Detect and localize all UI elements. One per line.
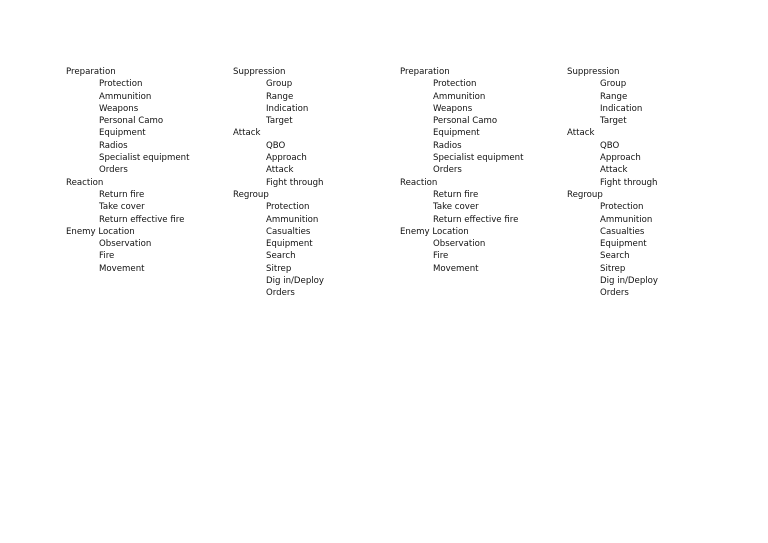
list-item: Ammunition (266, 214, 319, 225)
section-regroup (233, 189, 324, 300)
list-item: Radios (433, 140, 462, 151)
list-item: Orders (433, 165, 462, 176)
list-item: Orders (600, 288, 629, 299)
list-item: Weapons (99, 103, 139, 114)
section-heading: Preparation (400, 67, 450, 77)
list-item: Personal Camo (433, 116, 498, 127)
list-item: Casualties (600, 226, 645, 237)
list-item: Range (266, 91, 294, 102)
list-item: Protection (266, 202, 310, 213)
list-item: Attack (266, 165, 294, 176)
list-item: QBO (600, 140, 620, 151)
list-item: Sitrep (266, 263, 292, 274)
list-item: Casualties (266, 226, 311, 237)
list-item: Take cover (433, 202, 479, 213)
list-item: Dig in/Deploy (266, 276, 325, 287)
section-heading: Regroup (567, 189, 603, 200)
list-item: Indication (600, 103, 643, 114)
checklist-column-3 (400, 66, 523, 275)
list-item: Indication (266, 103, 309, 114)
section-attack (567, 127, 658, 188)
list-item: Personal Camo (99, 116, 164, 127)
list-item: Search (266, 251, 296, 262)
list-item: Group (600, 79, 627, 90)
list-item: Movement (99, 263, 145, 274)
list-item: Group (266, 79, 293, 90)
section-enemy-location (66, 226, 189, 275)
list-item: Equipment (99, 128, 146, 139)
list-item: Ammunition (433, 91, 486, 102)
section-preparation (400, 66, 523, 177)
checklist-column-2 (233, 66, 324, 300)
section-heading: Attack (233, 128, 261, 139)
list-item: Fight through (600, 177, 658, 188)
list-item: Return fire (99, 189, 145, 200)
list-item: Take cover (99, 202, 145, 213)
list-item: Specialist equipment (99, 153, 190, 164)
list-item: Protection (99, 79, 143, 90)
list-item: Ammunition (99, 91, 152, 102)
list-item: Return effective fire (99, 214, 185, 225)
list-item: Orders (266, 288, 295, 299)
list-item: Search (600, 251, 630, 262)
list-item: Fight through (266, 177, 324, 188)
list-item: Fire (433, 251, 449, 262)
section-heading: Enemy Location (66, 226, 135, 237)
section-regroup (567, 189, 658, 300)
list-item: QBO (266, 140, 286, 151)
list-item: Specialist equipment (433, 153, 524, 164)
section-suppression (567, 66, 658, 127)
list-item: Protection (433, 79, 477, 90)
section-enemy-location (400, 226, 523, 275)
list-item: Radios (99, 140, 128, 151)
list-item: Dig in/Deploy (600, 276, 659, 287)
list-item: Attack (600, 165, 628, 176)
list-item: Orders (99, 165, 128, 176)
list-item: Equipment (266, 239, 313, 250)
section-heading: Suppression (567, 67, 620, 77)
list-item: Ammunition (600, 214, 653, 225)
section-heading: Enemy Location (400, 226, 469, 237)
list-item: Range (600, 91, 628, 102)
section-heading: Regroup (233, 189, 269, 200)
section-heading: Preparation (66, 67, 116, 77)
section-preparation (66, 66, 189, 177)
checklist-column-4 (567, 66, 658, 300)
list-item: Movement (433, 263, 479, 274)
section-suppression (233, 66, 324, 127)
section-heading: Suppression (233, 67, 286, 77)
section-heading: Attack (567, 128, 595, 139)
list-item: Equipment (433, 128, 480, 139)
section-reaction (400, 177, 523, 226)
section-attack (233, 127, 324, 188)
list-item: Equipment (600, 239, 647, 250)
list-item: Observation (433, 239, 486, 250)
list-item: Approach (266, 153, 307, 164)
checklist-column-1 (66, 66, 189, 275)
list-item: Return effective fire (433, 214, 519, 225)
list-item: Target (600, 116, 627, 127)
section-reaction (66, 177, 189, 226)
list-item: Observation (99, 239, 152, 250)
list-item: Fire (99, 251, 115, 262)
list-item: Weapons (433, 103, 473, 114)
section-heading: Reaction (66, 177, 104, 188)
list-item: Sitrep (600, 263, 626, 274)
list-item: Target (266, 116, 293, 127)
section-heading: Reaction (400, 177, 438, 188)
list-item: Approach (600, 153, 641, 164)
list-item: Protection (600, 202, 644, 213)
list-item: Return fire (433, 189, 479, 200)
